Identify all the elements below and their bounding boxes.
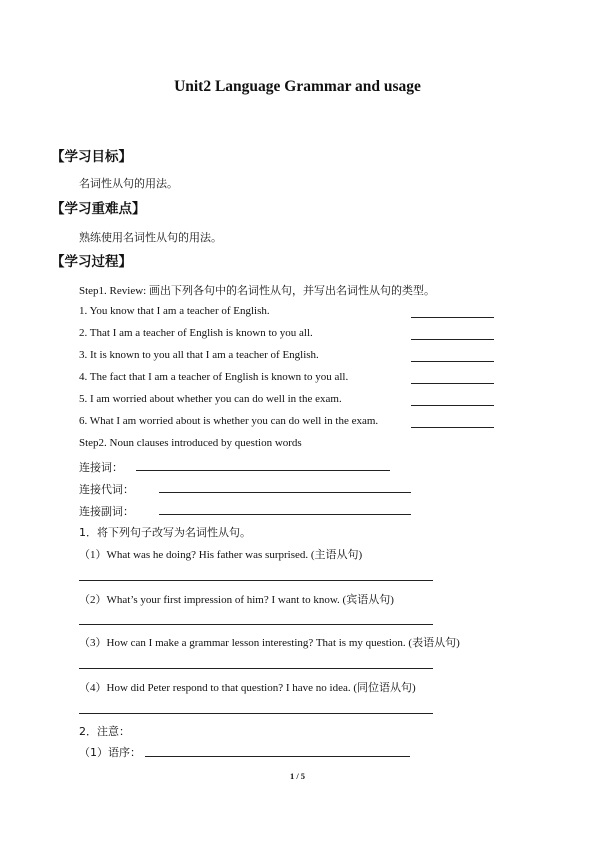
exercise1-item-3: （3）How can I make a grammar lesson interesting? That is my question. (表语从句) [79, 637, 460, 649]
exercise1-item-4: （4）How did Peter respond to that question? I have no idea. (同位语从句) [79, 682, 416, 694]
objectives-heading: 【学习目标】 [51, 149, 132, 165]
word-order-blank[interactable] [145, 756, 410, 757]
rewrite-blank-2[interactable] [79, 624, 433, 625]
step1-title: Step1. Review: 画出下列各句中的名词性从句，并写出名词性从句的类型。 [79, 285, 435, 297]
rewrite-blank-3[interactable] [79, 668, 433, 669]
rewrite-blank-1[interactable] [79, 580, 433, 581]
exercise1-item-1: （1）What was he doing? His father was surprised. (主语从句) [79, 549, 363, 561]
page-number: 1 / 5 [289, 771, 306, 781]
exercise1-title: 1．将下列句子改写为名词性从句。 [79, 526, 251, 539]
step2-title: Step2. Noun clauses introduced by question words [79, 437, 302, 449]
objectives-text: 名词性从句的用法。 [79, 177, 178, 190]
exercise1-item-2: （2）What’s your first impression of him? I want to know. (宾语从句) [79, 594, 394, 606]
step1-item-6: 6. What I am worried about is whether you can do well in the exam. [79, 415, 379, 427]
answer-blank-4[interactable] [411, 383, 494, 384]
key-points-text: 熟练使用名词性从句的用法。 [79, 231, 222, 244]
process-heading: 【学习过程】 [51, 254, 132, 270]
connector-label-1: 连接词： [79, 461, 123, 474]
connector-blank-3[interactable] [159, 514, 411, 515]
connector-blank-2[interactable] [159, 492, 411, 493]
step1-item-3: 3. It is known to you all that I am a teacher of English. [79, 349, 319, 361]
answer-blank-5[interactable] [411, 405, 494, 406]
connector-label-3: 连接副词： [79, 505, 134, 518]
answer-blank-3[interactable] [411, 361, 494, 362]
step1-item-5: 5. I am worried about whether you can do well in the exam. [79, 393, 342, 405]
answer-blank-1[interactable] [411, 317, 494, 318]
note-title: 2．注意： [79, 725, 130, 738]
document-title: Unit2 Language Grammar and usage [174, 78, 421, 95]
step1-item-4: 4. The fact that I am a teacher of English is known to you all. [79, 371, 349, 383]
answer-blank-2[interactable] [411, 339, 494, 340]
connector-label-2: 连接代词： [79, 483, 134, 496]
answer-blank-6[interactable] [411, 427, 494, 428]
note-item-1: （1）语序： [79, 746, 141, 759]
step1-item-1: 1. You know that I am a teacher of English. [79, 305, 270, 317]
key-points-heading: 【学习重难点】 [51, 201, 146, 217]
rewrite-blank-4[interactable] [79, 713, 433, 714]
step1-item-2: 2. That I am a teacher of English is known to you all. [79, 327, 313, 339]
connector-blank-1[interactable] [136, 470, 390, 471]
